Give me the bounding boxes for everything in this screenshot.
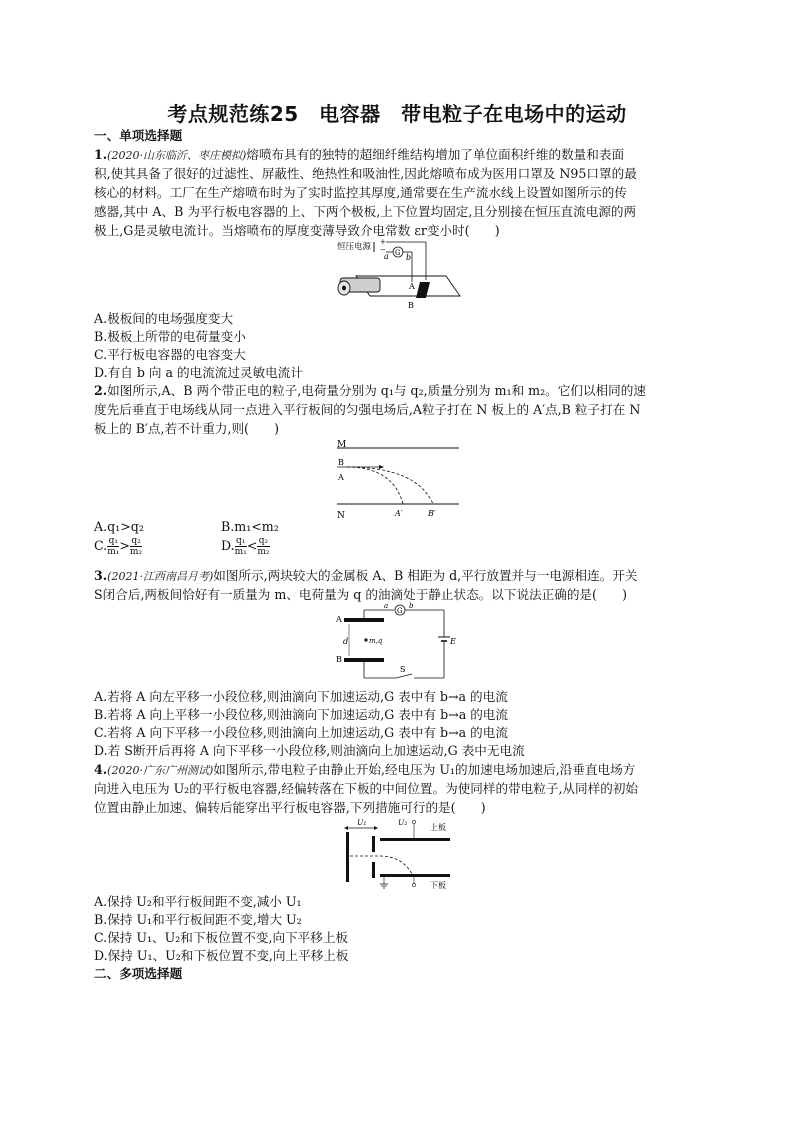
q3-source: (2021·江西南昌月考) (107, 570, 214, 583)
svg-text:B: B (408, 301, 414, 310)
svg-text:B: B (336, 655, 342, 664)
section-heading-single-choice: 一、单项选择题 (94, 128, 183, 143)
q1-source: (2020·山东临沂、枣庄模拟) (107, 149, 247, 162)
bottom-plate-label: 下板 (430, 881, 446, 890)
q2-option-c: C. $\frac{\text{q₁}}{\text{m₁}}$ > $\frac{\text{q₂}}{\text{m₂}}$ (94, 536, 143, 557)
q4-figure-accelerator (334, 814, 464, 892)
particle-trajectory (350, 856, 412, 874)
q2-line-3: 板上的 B′点,若不计重力,则( ) (94, 421, 280, 436)
plate-m-label: M (337, 440, 347, 450)
q1-option-d: D.有自 b 向 a 的电流流过灵敏电流计 (94, 365, 303, 380)
q4-option-b: B.保持 U₁和平行板间距不变,增大 U₂ (94, 912, 302, 927)
svg-text:a: a (384, 252, 389, 261)
oil-drop (364, 638, 367, 641)
q1-figure-meltblown-sensor (336, 238, 466, 313)
accelerating-plate-right-bottom (372, 862, 375, 878)
svg-text:m,q: m,q (369, 637, 383, 645)
svg-text:−: − (380, 246, 386, 254)
svg-text:d: d (343, 637, 349, 646)
svg-text:a: a (384, 602, 389, 610)
section-heading-multi-choice: 二、多项选择题 (94, 966, 183, 981)
q1-line-4: 感器,其中 A、B 为平行板电容器的上、下两个极板,上下位置均固定,且分别接在恒压直流电源的两 (94, 204, 637, 219)
q2-option-b: B.m₁<m₂ (221, 519, 279, 534)
svg-text:b: b (409, 602, 414, 610)
bottom-plate (380, 874, 450, 877)
q1-option-c: C.平行板电容器的电容变大 (94, 347, 246, 362)
trajectory-a (347, 467, 403, 504)
plate-n-label: N (337, 511, 345, 520)
svg-text:U₁: U₁ (357, 818, 367, 827)
q2-line-1: 2.如图所示,A、B 两个带正电的粒子,电荷量分别为 q₁与 q₂,质量分别为 m₁和 m₂。它们以相同的速 (94, 383, 646, 398)
svg-text:S: S (400, 665, 406, 674)
power-supply-label: 恒压电源 (337, 242, 372, 252)
top-plate (380, 838, 450, 841)
svg-text:G: G (397, 607, 403, 615)
top-plate-label: 上板 (430, 823, 446, 832)
accelerating-plate-left (346, 832, 349, 882)
q2-figure-deflection (333, 436, 463, 520)
q4-source: (2020·广东广州测试) (107, 764, 214, 777)
plate-a (344, 618, 384, 622)
q4-line-2: 向进入电压为 U₂的平行板电容器,经偏转落在下板的中间位置。为使同样的带电粒子,从同样的初始 (94, 781, 639, 796)
svg-text:+: + (380, 238, 386, 246)
accelerating-plate-right-top (372, 836, 375, 852)
plate-b (344, 658, 384, 662)
switch-s (396, 674, 412, 678)
q3-option-b: B.若将 A 向上平移一小段位移,则油滴向下加速运动,G 表中有 b→a 的电流 (94, 707, 508, 722)
svg-text:A: A (409, 282, 415, 291)
svg-text:b: b (406, 253, 412, 262)
q1-line-3: 核心的材料。工厂在生产熔喷布时为了实时监控其厚度,通常要在生产流水线上设置如图所示的传 (94, 185, 627, 200)
trajectory-b (347, 467, 433, 504)
svg-text:A′: A′ (395, 509, 403, 518)
svg-text:A: A (336, 615, 342, 624)
q1-option-a: A.极板间的电场强度变大 (94, 311, 234, 326)
q3-option-d: D.若 S断开后再将 A 向下平移一小段位移,则油滴向上加速运动,G 表中无电流 (94, 743, 525, 758)
q4-line-3: 位置由静止加速、偏转后能穿出平行板电容器,下列措施可行的是( ) (94, 800, 486, 815)
svg-text:B′: B′ (428, 509, 436, 518)
q3-option-c: C.若将 A 向下平移一小段位移,则油滴向上加速运动,G 表中有 b→a 的电流 (94, 725, 508, 740)
svg-text:U₂: U₂ (398, 818, 408, 827)
page-title: 考点规范练25 电容器 带电粒子在电场中的运动 (167, 102, 627, 126)
svg-text:B: B (338, 458, 344, 467)
q1-option-b: B.极板上所带的电荷量变小 (94, 329, 246, 344)
q3-figure-circuit (334, 602, 464, 686)
svg-text:G: G (395, 249, 401, 257)
q3-option-a: A.若将 A 向左平移一小段位移,则油滴向下加速运动,G 表中有 b→a 的电流 (94, 689, 508, 704)
q4-line-1: 4.(2020·广东广州测试)如图所示,带电粒子由静止开始,经电压为 U₁的加速电场加速后,沿垂直电场方 (94, 762, 636, 777)
q3-line-1: 3.(2021·江西南昌月考)如图所示,两块较大的金属板 A、B 相距为 d,平行放置并与一电源相连。开关 (94, 568, 638, 583)
q2-option-d: D. $\frac{\text{q₁}}{\text{m₁}}$ < $\frac{\text{q₂}}{\text{m₂}}$ (221, 536, 270, 557)
svg-text:E: E (450, 637, 456, 646)
q4-option-d: D.保持 U₁、U₂和下板位置不变,向上平移上板 (94, 948, 349, 963)
q3-line-2: S闭合后,两板间恰好有一质量为 m、电荷量为 q 的油滴处于静止状态。以下说法正确的是( ) (94, 587, 628, 602)
q1-line-2: 积,使其具备了很好的过滤性、屏蔽性、绝热性和吸油性,因此熔喷布成为医用口罩及 N95口罩的最 (94, 166, 637, 181)
q2-line-2: 度先后垂直于电场线从同一点进入平行板间的匀强电场后,A粒子打在 N 板上的 A′点,B 粒子打在 N (94, 402, 641, 417)
q4-option-a: A.保持 U₂和平行板间距不变,减小 U₁ (94, 894, 302, 909)
svg-text:A: A (338, 473, 344, 482)
q1-line-5: 极上,G是灵敏电流计。当熔喷布的厚度变薄导致介电常数 εr变小时( ) (94, 223, 500, 238)
q4-option-c: C.保持 U₁、U₂和下板位置不变,向下平移上板 (94, 930, 349, 945)
q2-option-a: A.q₁>q₂ (94, 519, 144, 534)
q1-line-1: 1.(2020·山东临沂、枣庄模拟)熔喷布具有的独特的超细纤维结构增加了单位面积纤维的数量和表面 (94, 147, 625, 162)
